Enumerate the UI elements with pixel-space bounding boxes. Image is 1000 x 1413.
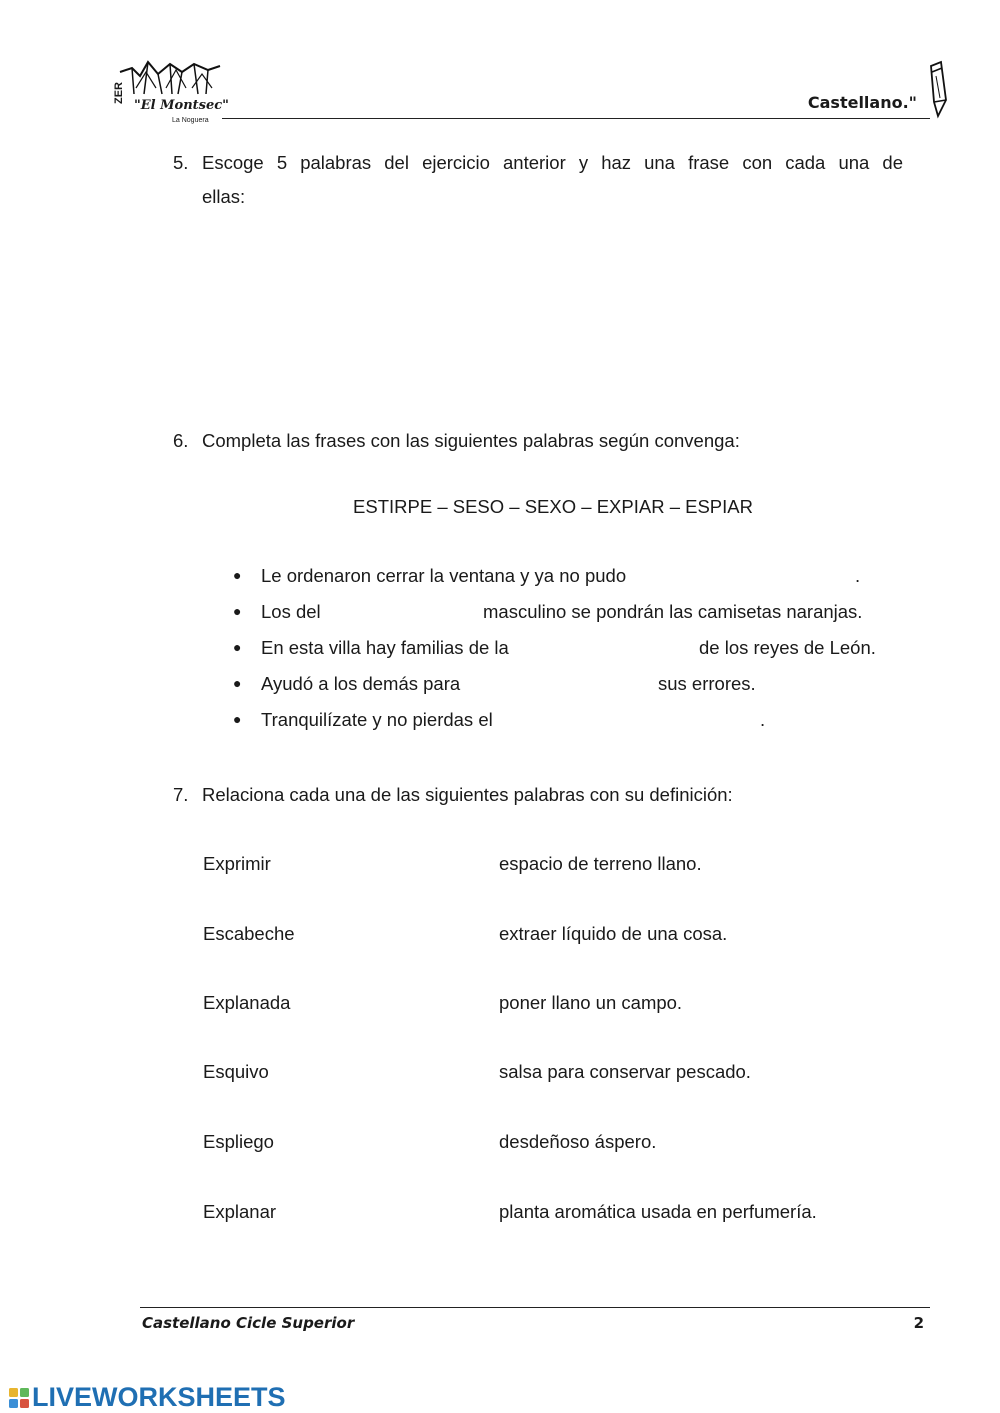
logo-name: "El Montsec": [134, 98, 229, 113]
footer-course: Castellano Cicle Superior: [142, 1314, 355, 1332]
bullet-icon: ●: [233, 711, 242, 727]
pencil-icon: [926, 60, 948, 120]
word-bank: ESTIRPE – SESO – SEXO – EXPIAR – ESPIAR: [353, 496, 753, 517]
liveworksheets-logo: [8, 1382, 286, 1413]
header-rule: [222, 118, 930, 119]
bullet-icon: ●: [233, 603, 242, 619]
school-logo: [112, 58, 228, 130]
match-definition: planta aromática usada en perfumería.: [499, 1201, 817, 1222]
match-word: Explanada: [203, 992, 291, 1013]
sentence-item: ● Tranquilízate y no pierdas el .: [233, 709, 766, 730]
match-word: Escabeche: [203, 923, 295, 944]
question-7-text: Relaciona cada una de las siguientes palabras con su definición:: [202, 784, 733, 805]
sentence-item: ● Ayudó a los demás para sus errores.: [233, 673, 756, 694]
match-definition: salsa para conservar pescado.: [499, 1061, 751, 1082]
sentence-item: ● Los del masculino se pondrán las camisetas naranjas.: [233, 601, 863, 622]
match-definition: poner llano un campo.: [499, 992, 683, 1013]
page-number: 2: [913, 1314, 924, 1332]
logo-zer-text: ZER: [113, 82, 125, 104]
liveworksheets-blocks-icon: [8, 1387, 30, 1409]
match-word: Espliego: [203, 1131, 274, 1152]
bullet-icon: ●: [233, 639, 242, 655]
liveworksheets-text: LIVEWORKSHEETS: [32, 1382, 286, 1412]
sentence-item: ● Le ordenaron cerrar la ventana y ya no pudo .: [233, 565, 861, 586]
sentence-item: ● En esta villa hay familias de la de los reyes de León.: [233, 637, 876, 658]
question-5-line2: ellas:: [202, 186, 246, 207]
footer-rule: [140, 1307, 930, 1308]
header-title: Castellano.": [807, 93, 917, 112]
match-word: Esquivo: [203, 1061, 269, 1082]
question-6-text: Completa las frases con las siguientes palabras según convenga:: [202, 430, 740, 451]
logo-subtitle: La Noguera: [172, 117, 209, 124]
question-7-number: 7.: [173, 784, 189, 805]
question-5-number: 5.: [173, 152, 189, 173]
question-6: [173, 424, 740, 458]
bullet-icon: ●: [233, 675, 242, 691]
match-word: Explanar: [203, 1201, 277, 1222]
sentence-list: [233, 565, 933, 745]
question-5-line1: 5. Escoge 5 palabras del ejercicio anterior y haz una frase con cada una de: [173, 146, 903, 180]
question-5: [173, 146, 903, 214]
question-7: [173, 778, 733, 812]
bullet-icon: ●: [233, 567, 242, 583]
match-word: Exprimir: [203, 853, 271, 874]
question-6-number: 6.: [173, 430, 189, 451]
match-definition: extraer líquido de una cosa.: [499, 923, 728, 944]
match-definition: espacio de terreno llano.: [499, 853, 702, 874]
match-definition: desdeñoso áspero.: [499, 1131, 657, 1152]
